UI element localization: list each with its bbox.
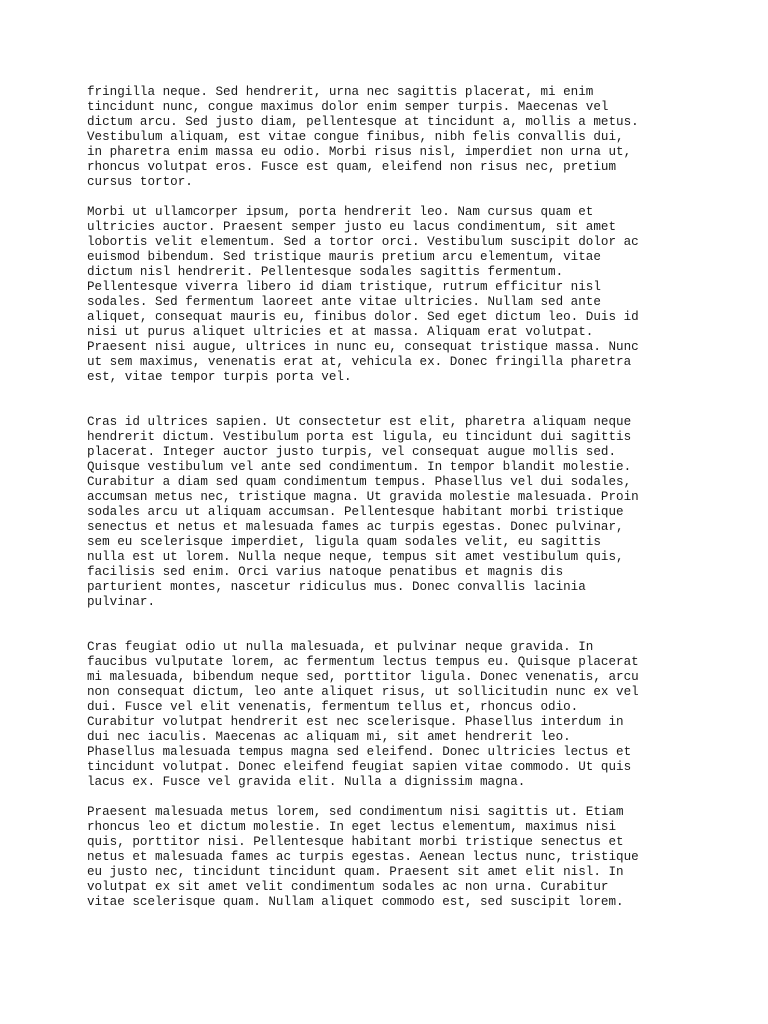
document-page (87, 85, 687, 910)
paragraph-5: Praesent malesuada metus lorem, sed condimentum nisi sagittis ut. Etiam rhoncus leo et dictum molestie. In eget lectus elementum, maximus nisi quis, porttitor nisi. Pellentesque habitant morbi tristique senectus et netus et malesuada fames ac turpis egestas. Aenean lectus nunc, tristique eu justo nec, tincidunt tincidunt quam. Praesent sit amet elit nisl. In volutpat ex sit amet velit condimentum sodales ac non urna. Curabitur vitae scelerisque quam. Nullam aliquet commodo est, sed suscipit lorem. (87, 805, 639, 909)
paragraph-2: Morbi ut ullamcorper ipsum, porta hendrerit leo. Nam cursus quam et ultricies auctor. Praesent semper justo eu lacus condimentum, sit amet lobortis velit elementum. Sed a tortor orci. Vestibulum suscipit dolor ac euismod bibendum. Sed tristique mauris pretium arcu elementum, vitae dictum nisl hendrerit. Pellentesque sodales sagittis fermentum. Pellentesque viverra libero id diam tristique, rutrum efficitur nisl sodales. Sed fermentum laoreet ante vitae ultricies. Nullam sed ante aliquet, consequat mauris eu, finibus dolor. Sed eget dictum leo. Duis id nisi ut purus aliquet ultricies et at massa. Aliquam erat volutpat. Praesent nisi augue, ultrices in nunc eu, consequat tristique massa. Nunc ut sem maximus, venenatis erat at, vehicula ex. Donec fringilla pharetra est, vitae tempor turpis porta vel. (87, 205, 639, 384)
paragraph-1: fringilla neque. Sed hendrerit, urna nec sagittis placerat, mi enim tincidunt nunc, congue maximus dolor enim semper turpis. Maecenas vel dictum arcu. Sed justo diam, pellentesque at tincidunt a, mollis a metus. Vestibulum aliquam, est vitae congue finibus, nibh felis convallis dui, in pharetra enim massa eu odio. Morbi risus nisl, imperdiet non urna ut, rhoncus volutpat eros. Fusce est quam, eleifend non risus nec, pretium cursus tortor. (87, 85, 639, 189)
paragraph-4: Cras feugiat odio ut nulla malesuada, et pulvinar neque gravida. In faucibus vulputate lorem, ac fermentum lectus tempus eu. Quisque placerat mi malesuada, bibendum neque sed, porttitor ligula. Donec venenatis, arcu non consequat dictum, leo ante aliquet risus, ut sollicitudin nunc ex vel dui. Fusce vel elit venenatis, fermentum tellus et, rhoncus odio. Curabitur volutpat hendrerit est nec scelerisque. Phasellus interdum in dui nec iaculis. Maecenas ac aliquam mi, sit amet hendrerit leo. Phasellus malesuada tempus magna sed eleifend. Donec ultricies lectus et tincidunt volutpat. Donec eleifend feugiat sapien vitae commodo. Ut quis lacus ex. Fusce vel gravida elit. Nulla a dignissim magna. (87, 640, 639, 789)
paragraph-3: Cras id ultrices sapien. Ut consectetur est elit, pharetra aliquam neque hendrerit dictum. Vestibulum porta est ligula, eu tincidunt dui sagittis placerat. Integer auctor justo turpis, vel consequat augue mollis sed. Quisque vestibulum vel ante sed condimentum. In tempor blandit molestie. Curabitur a diam sed quam condimentum tempus. Phasellus vel dui sodales, accumsan metus nec, tristique magna. Ut gravida molestie malesuada. Proin sodales arcu ut aliquam accumsan. Pellentesque habitant morbi tristique senectus et netus et malesuada fames ac turpis egestas. Donec pulvinar, sem eu scelerisque imperdiet, ligula quam sodales velit, eu sagittis nulla est ut lorem. Nulla neque neque, tempus sit amet vestibulum quis, facilisis sed enim. Orci varius natoque penatibus et magnis dis parturient montes, nascetur ridiculus mus. Donec convallis lacinia pulvinar. (87, 415, 639, 609)
